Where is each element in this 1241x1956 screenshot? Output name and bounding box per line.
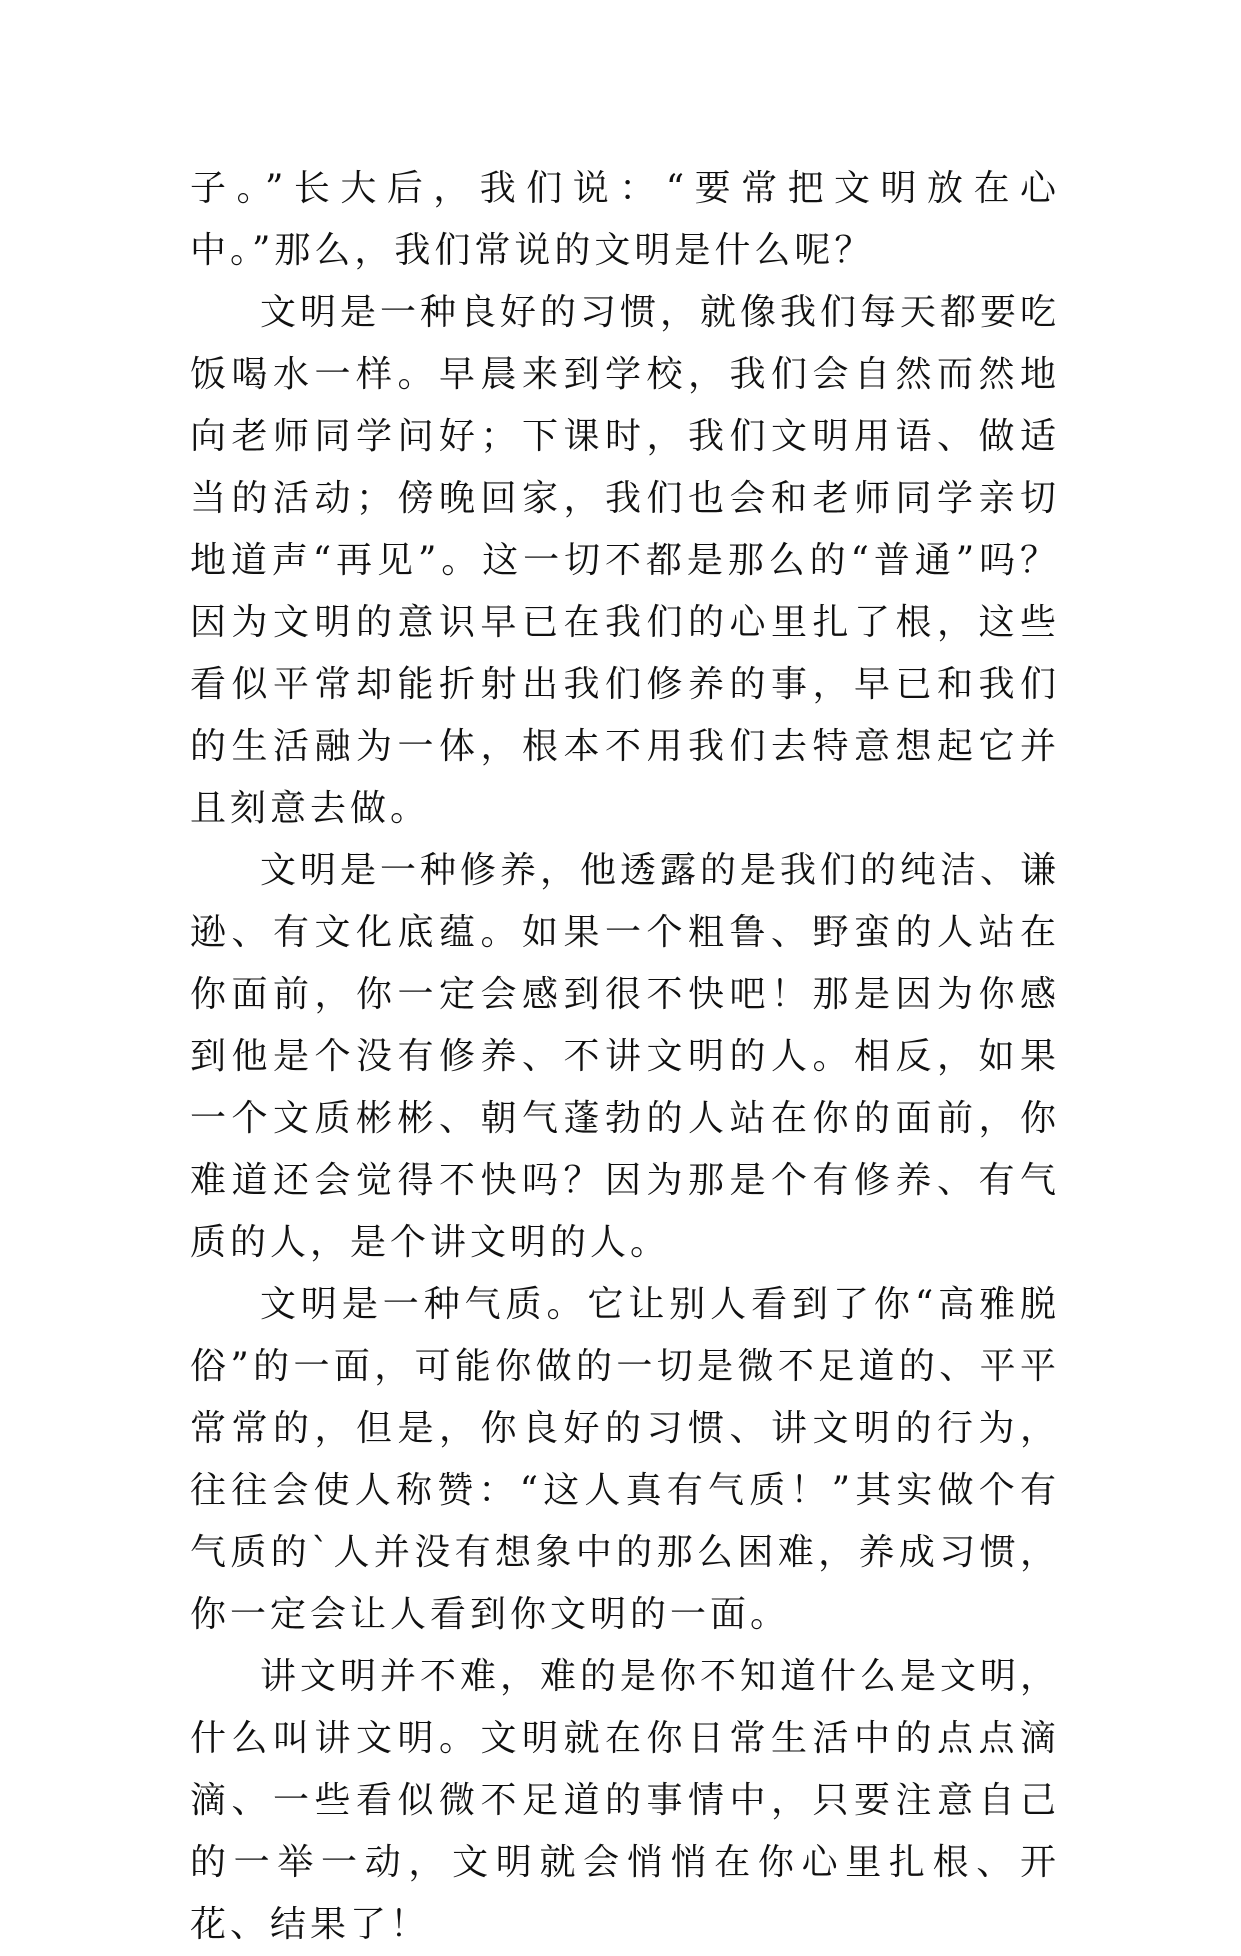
paragraph-habit: 文明是一种良好的习惯，就像我们每天都要吃饭喝水一样。早晨来到学校，我们会自然而然地向老师同学问好；下课时，我们文明用语、做适当的活动；傍晚回家，我们也会和老师同学亲切地道声“再见”。这一切不都是那么的“普通”吗？因为文明的意识早已在我们的心里扎了根，这些看似平常却能折射出我们修养的事，早已和我们的生活融为一体，根本不用我们去特意想起它并且刻意去做。	[190, 292, 1061, 829]
paragraph-continuation: 子。”长大后，我们说：“要常把文明放在心中。”那么，我们常说的文明是什么呢？	[190, 168, 1060, 271]
paragraph-cultivation: 文明是一种修养，他透露的是我们的纯洁、谦逊、有文化底蕴。如果一个粗鲁、野蛮的人站在你面前，你一定会感到很不快吧！那是因为你感到他是个没有修养、不讲文明的人。相反，如果一个文质彬彬、朝气蓬勃的人站在你的面前，你难道还会觉得不快吗？因为那是个有修养、有气质的人，是个讲文明的人。	[190, 850, 1061, 1263]
paragraph-conclusion: 讲文明并不难，难的是你不知道什么是文明，什么叫讲文明。文明就在你日常生活中的点点滴滴、一些看似微不足道的事情中，只要注意自己的一举一动，文明就会悄悄在你心里扎根、开花、结果了！	[190, 1656, 1061, 1945]
paragraph-temperament: 文明是一种气质。它让别人看到了你“高雅脱俗”的一面，可能你做的一切是微不足道的、平平常常的，但是，你良好的习惯、讲文明的行为，往往会使人称赞：“这人真有气质！”其实做个有气质的`人并没有想象中的那么困难，养成习惯，你一定会让人看到你文明的一面。	[190, 1284, 1060, 1635]
document-body	[190, 158, 1060, 1956]
